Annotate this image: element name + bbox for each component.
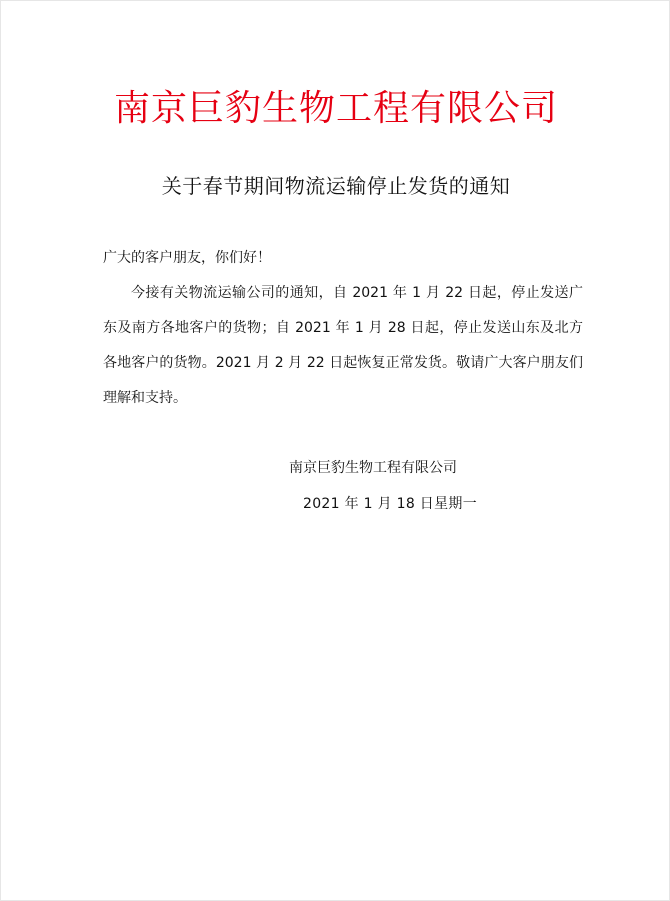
signature-company: 南京巨豹生物工程有限公司 bbox=[289, 460, 457, 476]
notice-title: 关于春节期间物流运输停止发货的通知 bbox=[161, 174, 511, 198]
company-header: 南京巨豹生物工程有限公司 bbox=[113, 88, 558, 129]
notice-paragraph: 今接有关物流运输公司的通知，自 2021 年 1 月 22 日起，停止发送广东及南方各地客户的货物；自 2021 年 1 月 28 日起，停止发送山东及北方各地客户的货物。2021 月 2 月 22 日起恢复正常发货。敬请广大客户朋友们理解和支持。 bbox=[103, 285, 583, 406]
signature-date: 2021 年 1 月 18 日星期一 bbox=[303, 496, 478, 512]
greeting: 广大的客户朋友，你们好！ bbox=[103, 250, 271, 266]
